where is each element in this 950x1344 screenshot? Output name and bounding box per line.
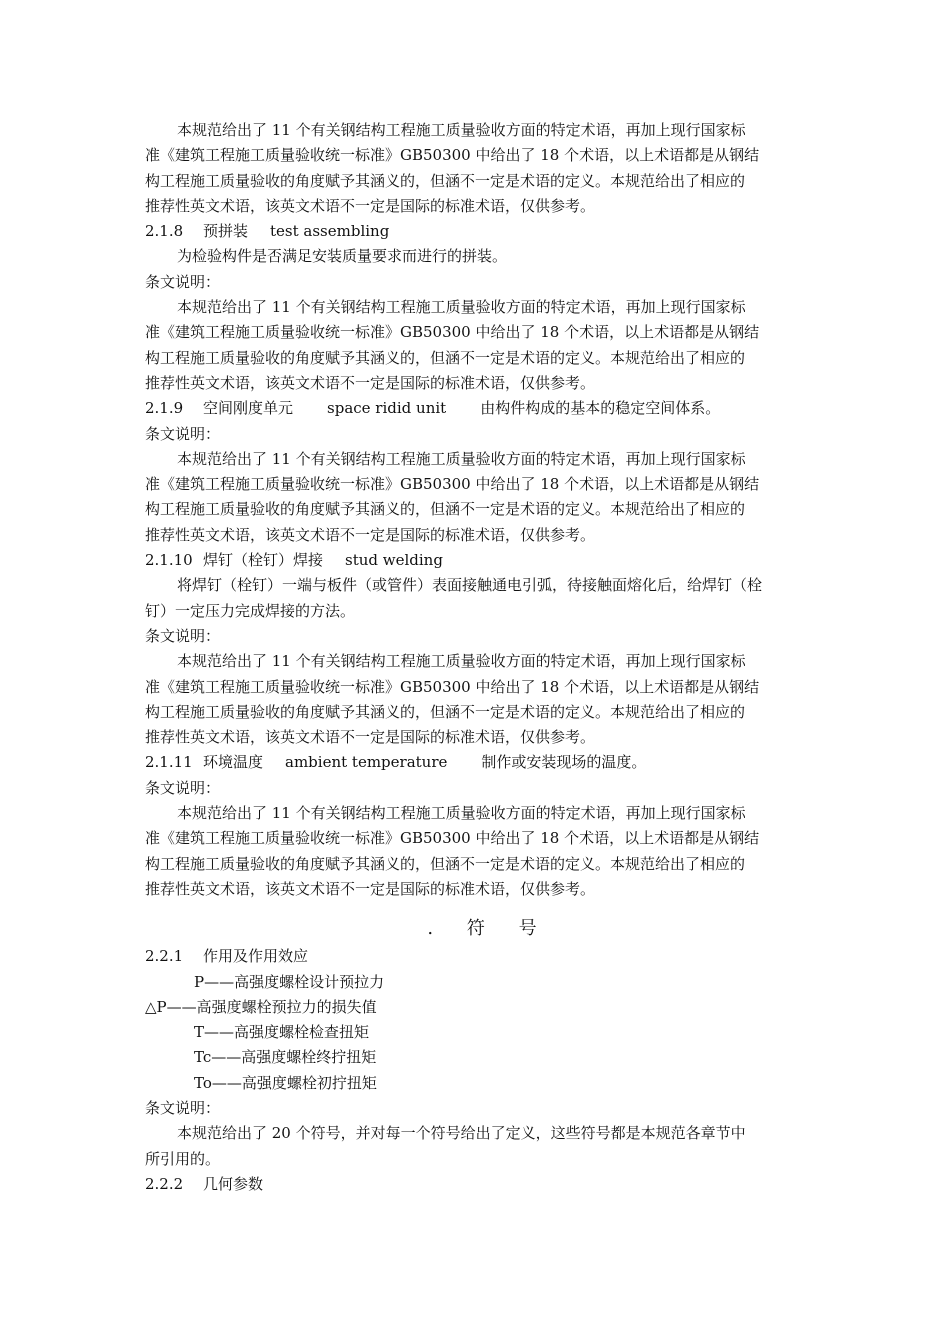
text-line: 构工程施工质量验收的角度赋予其涵义的，但涵不一定是术语的定义。本规范给出了相应的 [145,500,746,519]
text-line: 准《建筑工程施工质量验收统一标准》GB50300 中给出了 18 个术语，以上术语都是从钢结 [145,475,760,494]
text-line: 将焊钉（栓钉）一端与板件（或管件）表面接触通电引弧，待接触面熔化后，给焊钉（栓 [177,576,763,595]
explanation-paragraph [145,295,807,396]
term-definition [145,573,807,624]
term-english: test assembling [270,222,390,241]
text-line: 准《建筑工程施工质量验收统一标准》GB50300 中给出了 18 个术语，以上术语都是从钢结 [145,829,760,848]
term-definition: 由构件构成的基本的稳定空间体系。 [480,399,721,418]
term-english: stud welding [345,551,443,570]
clause-2-2-1 [145,944,807,969]
term-chinese: 预拼装 [203,222,249,241]
clause-2-1-9 [145,396,807,421]
clause-title: 几何参数 [203,1174,264,1193]
explanation-paragraph [145,447,807,548]
document-page [145,118,807,1197]
clause-number: 2.1.10 [145,551,193,570]
text-line: 推荐性英文术语，该英文术语不一定是国际的标准术语，仅供参考。 [145,525,596,544]
symbol-definition: △P——高强度螺栓预拉力的损失值 [145,997,377,1016]
note-label: 条文说明： [145,1098,221,1117]
clause-title: 作用及作用效应 [203,947,309,966]
term-english: ambient temperature [285,753,448,772]
clause-2-2-2 [145,1172,807,1197]
text-line: 本规范给出了 20 个符号，并对每一个符号给出了定义，这些符号都是本规范各章节中 [177,1124,746,1143]
text-line: 钉）一定压力完成焊接的方法。 [145,601,356,620]
term-chinese: 空间刚度单元 [203,399,294,418]
note-label: 条文说明： [145,272,221,291]
note-label: 条文说明： [145,778,221,797]
clause-number: 2.1.8 [145,222,184,241]
symbol-definition: P——高强度螺栓设计预拉力 [194,972,385,991]
clause-2-1-8 [145,219,807,244]
text-line: 构工程施工质量验收的角度赋予其涵义的，但涵不一定是术语的定义。本规范给出了相应的 [145,854,746,873]
symbol-definition: T——高强度螺栓检查扭矩 [194,1023,370,1042]
note-label: 条文说明： [145,424,221,443]
explanation-paragraph [145,118,807,219]
text-line: 本规范给出了 11 个有关钢结构工程施工质量验收方面的特定术语，再加上现行国家标 [177,298,746,317]
clause-number: 2.1.9 [145,399,184,418]
term-chinese: 焊钉（栓钉）焊接 [203,551,324,570]
text-line: 准《建筑工程施工质量验收统一标准》GB50300 中给出了 18 个术语，以上术语都是从钢结 [145,323,760,342]
clause-2-1-11 [145,750,807,775]
clause-2-1-10 [145,548,807,573]
note-label: 条文说明： [145,626,221,645]
clause-number: 2.2.2 [145,1174,184,1193]
symbol-definition: To——高强度螺栓初拧扭矩 [194,1073,377,1092]
explanation-paragraph [145,649,807,750]
term-definition [145,244,807,269]
section-heading: . 符 号 [427,918,551,940]
clause-number: 2.1.11 [145,753,193,772]
text-line: 为检验构件是否满足安装质量要求而进行的拼装。 [177,247,508,266]
clause-number: 2.2.1 [145,947,184,966]
text-line: 准《建筑工程施工质量验收统一标准》GB50300 中给出了 18 个术语，以上术语都是从钢结 [145,677,760,696]
text-line: 本规范给出了 11 个有关钢结构工程施工质量验收方面的特定术语，再加上现行国家标 [177,804,746,823]
text-line: 构工程施工质量验收的角度赋予其涵义的，但涵不一定是术语的定义。本规范给出了相应的 [145,702,746,721]
explanation-paragraph [145,1121,807,1172]
term-english: space ridid unit [327,399,447,418]
text-line: 推荐性英文术语，该英文术语不一定是国际的标准术语，仅供参考。 [145,879,596,898]
text-line: 构工程施工质量验收的角度赋予其涵义的，但涵不一定是术语的定义。本规范给出了相应的 [145,171,746,190]
text-line: 所引用的。 [145,1149,221,1168]
text-line: 构工程施工质量验收的角度赋予其涵义的，但涵不一定是术语的定义。本规范给出了相应的 [145,348,746,367]
text-line: 推荐性英文术语，该英文术语不一定是国际的标准术语，仅供参考。 [145,373,596,392]
text-line: 本规范给出了 11 个有关钢结构工程施工质量验收方面的特定术语，再加上现行国家标 [177,121,746,139]
text-line: 推荐性英文术语，该英文术语不一定是国际的标准术语，仅供参考。 [145,196,596,215]
text-line: 本规范给出了 11 个有关钢结构工程施工质量验收方面的特定术语，再加上现行国家标 [177,652,746,671]
symbol-definition: Tc——高强度螺栓终拧扭矩 [194,1048,377,1067]
explanation-paragraph [145,801,807,902]
text-line: 本规范给出了 11 个有关钢结构工程施工质量验收方面的特定术语，再加上现行国家标 [177,449,746,468]
term-chinese: 环境温度 [203,753,264,772]
term-definition: 制作或安装现场的温度。 [481,753,647,772]
text-line: 准《建筑工程施工质量验收统一标准》GB50300 中给出了 18 个术语，以上术语都是从钢结 [145,146,760,165]
text-line: 推荐性英文术语，该英文术语不一定是国际的标准术语，仅供参考。 [145,728,596,747]
